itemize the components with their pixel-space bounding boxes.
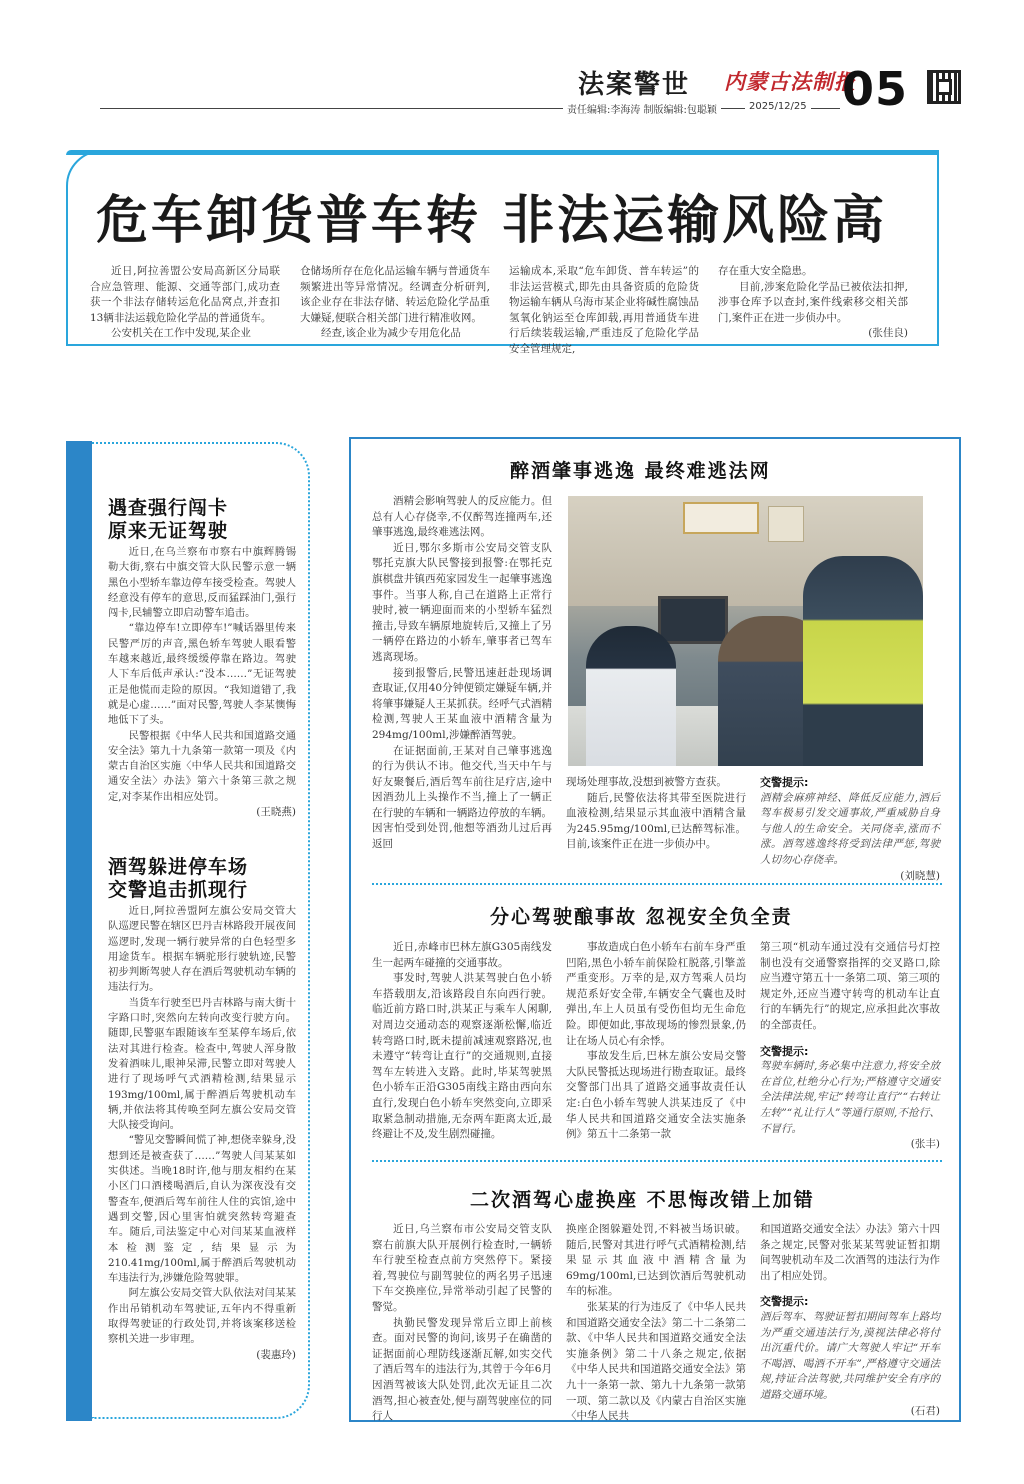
- paragraph: 事故造成白色小轿车右前车身严重凹陷,黑色小轿车前保险杠脱落,引擎盖严重变形。万幸的是,双方驾乘人员均规范系好安全带,车辆安全气囊也及时弹出,车上人员虽有受伤但均无生命危险。即便如此,事故现场的惨烈景象,仍让在场人员心有余悸。: [566, 941, 746, 1047]
- paragraph: 近日,赤峰市巴林左旗G305南线发生一起两车碰撞的交通事故。: [372, 941, 552, 969]
- paragraph: 事发时,驾驶人洪某驾驶白色小轿车搭载朋友,沿该路段自东向西行驶。临近前方路口时,洪某正与乘车人闲聊,对周边交通动态的观察逐渐松懈,临近转弯路口时,既未提前减速观察路况,也未遵守“转弯让直行”的交通规则,直接驾车左转进入支路。此时,毕某驾驶黑色小轿车正沿G305南线主路由西向东直行,发现白色小轿车突然变向,立即采取紧急制动措施,无奈两车距离太近,最终避让不及,发生剧烈碰撞。: [372, 972, 552, 1141]
- left-story-2-title: [108, 856, 248, 902]
- paragraph: 第三项“机动车通过没有交通信号灯控制也没有交通警察指挥的交叉路口,除应当遵守第五十一条第二项、第三项的规定外,还应当遵守转弯的机动车让直行的车辆先行”的规定,应承担此次事故的全部责任。: [760, 941, 940, 1031]
- paragraph: 随后,民警依法将其带至医院进行血液检测,结果显示其血液中酒精含量为245.95mg/100ml,已达醉驾标准。目前,该案件正在进一步侦办中。: [566, 791, 746, 851]
- paragraph: 运输成本,采取“危车卸货、普车转运”的非法运营模式,即先由具备资质的危险货物运输车辆从乌海市某企业将碱性腐蚀品氢氧化钠运至仓库卸载,再用普通货车进行后续装载运输,严重违反了危险化学品安全管理规定,: [509, 265, 699, 355]
- byline: (石君): [910, 1404, 940, 1417]
- right-story-1-tip: [760, 775, 940, 884]
- section-title: 法案警世: [578, 70, 691, 100]
- tip-body: 酒后驾车、驾驶证暂扣期间驾车上路均为严重交通违法行为,漠视法律必将付出沉重代价。请广大驾驶人牢记“开车不喝酒、喝酒不开车”,严格遵守交通法规,持证合法驾驶,共同维护安全有序的道路交通环境。: [760, 1310, 940, 1401]
- paragraph: “靠边停车!立即停车!”喊话器里传来民警严厉的声音,黑色轿车驾驶人眼看警车越来越近,最终缓缓停靠在路边。驾驶人下车后低声承认:“没本……”无证驾驶正是他慌而走险的原因。“我知道错了,我就是心虚……”面对民警,驾驶人李某懊悔地低下了头。: [108, 622, 296, 727]
- right-story-1-col-1: [372, 494, 552, 853]
- right-story-3-col-3: [760, 1222, 940, 1419]
- paragraph: 近日,阿拉善盟公安局高新区分局联合应急管理、能源、交通等部门,成功查获一个非法存储转运危化品窝点,并查扣13辆非法运载危险化学品的普通货车。: [90, 265, 280, 324]
- right-story-3-title: 二次酒驾心虚换座 不思悔改错上加错: [470, 1189, 815, 1211]
- top-story-col-2: [300, 264, 490, 342]
- left-column-accent-bar: [66, 441, 92, 1421]
- tip-body: 酒精会麻痹神经、降低反应能力,酒后驾车极易引发交通事故,严重威胁自身与他人的生命安全。关同侥幸,涨而不涨。酒驾逃逸终将受到法律严惩,驾驶人切勿心存侥幸。: [760, 791, 940, 866]
- right-story-3-col-2: [566, 1222, 746, 1425]
- paragraph: 公安机关在工作中发现,某企业: [111, 327, 251, 340]
- title-line: 遇查强行闯卡: [108, 497, 229, 519]
- left-story-2-body: [108, 904, 296, 1363]
- right-story-2-col-2: [566, 940, 746, 1143]
- left-story-1-title: [108, 497, 228, 543]
- tip-body: 驾驶车辆时,务必集中注意力,将安全放在首位,杜绝分心行为;严格遵守交通安全法律法规,牢记“转弯让直行”“右转让左转”“礼让行人”等通行原则,不抢行、不冒行。: [760, 1060, 940, 1135]
- title-line: 酒驾躲进停车场: [108, 856, 249, 878]
- tip-title: 交警提示:: [760, 1044, 809, 1058]
- paragraph: 阿左旗公安局交管大队依法对闫某某作出吊销机动车驾驶证,五年内不得重新取得驾驶证的行政处罚,并将该案移送检察机关进一步审理。: [108, 1287, 296, 1346]
- paragraph: 接到报警后,民警迅速赶赴现场调查取证,仅用40分钟便锁定嫌疑车辆,并将肇事嫌疑人王某抓获。经呼气式酒精检测,驾驶人王某血液中酒精含量为294mg/100ml,涉嫌醉酒驾驶。: [372, 666, 552, 741]
- paragraph: 换座企图躲避处罚,不料被当场识破。随后,民警对其进行呼气式酒精检测,结果显示其血液中酒精含量为69mg/100ml,已达到饮酒后驾驶机动车的标准。: [566, 1223, 746, 1298]
- paragraph: 在证据面前,王某对自己肇事逃逸的行为供认不讳。他交代,当天中午与好友聚餐后,酒后驾车前往足疗店,途中因酒劲儿上头操作不当,撞上了一辆正在行驶的车辆和一辆路边停放的车辆。因害怕受到处罚,他想等酒劲儿过后再返回: [372, 744, 552, 851]
- section-divider: [372, 1160, 942, 1162]
- paragraph: 执勤民警发现异常后立即上前核查。面对民警的询问,该男子在确凿的证据面前心理防线逐渐瓦解,如实交代了酒后驾车的违法行为,其曾于今年6月因酒驾被该大队处罚,此次无证且二次酒驾,担心被查处,便与副驾驶座位的同行人: [372, 1316, 552, 1423]
- paragraph: “警见交警瞬间慌了神,想侥幸躲身,没想到还是被查获了……”驾驶人闫某某如实供述。当晚18时许,他与朋友相约在某小区门口酒楼喝酒后,自认为深夜没有交警查车,便酒后驾车前往人住的宾馆,途中遇到交警,因心里害怕就突然转弯避查车。随后,司法鉴定中心对闫某某血液样本检测鉴定,结果显示为210.41mg/100ml,属于醉酒后驾驶机动车违法行为,涉嫌危险驾驶罪。: [108, 1134, 296, 1285]
- paragraph: 酒精会影响驾驶人的反应能力。但总有人心存侥幸,不仅醉驾连撞两车,还肇事逃逸,最终难逃法网。: [372, 495, 552, 539]
- right-story-1-col-2: [566, 775, 746, 853]
- tip-title: 交警提示:: [760, 776, 809, 789]
- newspaper-logo: 内蒙古法制报: [724, 69, 856, 94]
- paragraph: 近日,乌兰察布市公安局交管支队察右前旗大队开展例行检查时,一辆轿车行驶至检查点前方突然停下。紧接着,驾驶位与副驾驶位的两名男子迅速下车交换座位,异常举动引起了民警的警觉。: [372, 1223, 552, 1313]
- top-story-col-4: [718, 264, 908, 342]
- right-story-3-col-1: [372, 1222, 552, 1425]
- right-story-1-title: 醉酒肇事逃逸 最终难逃法网: [510, 460, 771, 482]
- photo-wall-sign: [768, 506, 804, 542]
- photo-monitor: [658, 596, 728, 644]
- byline: (刘晓慧): [900, 869, 940, 882]
- top-story-col-3: [509, 264, 699, 358]
- right-story-2-col-3: [760, 940, 940, 1153]
- news-photo: [568, 496, 923, 766]
- byline: (张佳良): [868, 327, 908, 340]
- paragraph: 存在重大安全隐患。: [718, 265, 813, 277]
- paragraph: 经查,该企业为减少专用危化品: [321, 327, 461, 340]
- top-story-accent-bar: [66, 150, 939, 155]
- page-number: 05: [842, 62, 909, 116]
- qr-code-icon[interactable]: [927, 70, 961, 104]
- paragraph: 现场处理事故,没想到被警方查获。: [566, 776, 727, 788]
- photo-police-officer: [803, 556, 923, 766]
- paragraph: 近日,阿拉善盟阿左旗公安局交管大队巡逻民警在辖区巴丹吉林路段开展夜间巡逻时,发现一辆行驶异常的白色轻型多用途货车。根据车辆驼形行驶轨迹,民警初步判断驾驶人存在酒后驾驶机动车辆的违法行为。: [108, 905, 296, 994]
- top-story-col-1: [90, 264, 280, 342]
- issue-date: 2025/12/25: [745, 101, 811, 112]
- byline: (张丰): [910, 1138, 940, 1151]
- editors-credit: 责任编辑:李海涛 制版编辑:包聪颖: [563, 101, 721, 116]
- paragraph: 仓储场所存在危化品运输车辆与普通货车频繁进出等异常情况。经调查分析研判,该企业存在非法存储、转运危险化学品重大嫌疑,便联合相关部门进行精准收网。: [300, 265, 490, 324]
- left-story-1-body: [108, 545, 296, 820]
- tip-title: 交警提示:: [760, 1295, 809, 1309]
- top-story-headline: 危车卸货普车转 非法运输风险高: [96, 190, 888, 251]
- paragraph: 目前,涉案危险化学品已被依法扣押,涉事仓库予以查封,案件线索移交相关部门,案件正在进一步侦办中。: [718, 280, 908, 324]
- byline: (裴惠玲): [256, 1348, 296, 1361]
- title-line: 交警追击抓现行: [108, 879, 249, 901]
- photo-nurse: [586, 626, 676, 766]
- header-rule: [100, 108, 840, 109]
- right-story-2-col-1: [372, 940, 552, 1143]
- title-line: 原来无证驾驶: [108, 520, 229, 542]
- photo-wall-sign: [683, 502, 759, 534]
- paragraph: 和国道路交通安全法〉办法》第六十四条之规定,民警对张某某驾驶证暂扣期间驾驶机动车及二次酒驾的违法行为作出了相应处罚。: [760, 1223, 940, 1282]
- paragraph: 近日,在乌兰察布市察右中旗辉腾锡勒大街,察右中旗交管大队民警示意一辆黑色小型轿车靠边停车接受检查。驾驶人经意没有停车的意思,反而猛踩油门,强行闯卡,民辅警立即启动警车追击。: [108, 546, 296, 620]
- section-divider: [372, 883, 942, 885]
- paragraph: 民警根据《中华人民共和国道路交通安全法》第九十九条第一款第一项及《内蒙古自治区实施〈中华人民共和国道路交通安全法〉办法》第六十条第三款之规定,对李某作出相应处罚。: [108, 729, 296, 803]
- paragraph: 当货车行驶至巴丹吉林路与南大街十字路口时,突然向左转向改变行驶方向。随即,民警驱车跟随该车至某停车场后,依法对其进行检查。检查中,驾驶人浑身散发着酒味儿,眼神呆滞,民警立即对驾驶人进行了现场呼气式酒精检测,结果显示193mg/100ml,属于醉酒后驾驶机动车辆,并依法将其传唤至阿左旗公安局交管大队接受询问。: [108, 996, 296, 1132]
- paragraph: 张某某的行为违反了《中华人民共和国道路交通安全法》第二十二条第二款、《中华人民共和国道路交通安全法实施条例》第二十八条之规定,依据《中华人民共和国道路交通安全法》第九十一条第一款、第九十九条第一款第一项、第二款以及《内蒙古自治区实施〈中华人民共: [566, 1300, 746, 1423]
- byline: (王晓燕): [256, 806, 296, 819]
- right-story-2-title: 分心驾驶酿事故 忽视安全负全责: [490, 906, 793, 928]
- paragraph: 近日,鄂尔多斯市公安局交管支队鄂托克旗大队民警接到报警:在鄂托克旗棋盘井镇西苑家园发生一起肇事逃逸事件。当事人称,自己在道路上正常行驶时,被一辆迎面而来的小型轿车猛烈撞击,导致车辆原地旋转后,又撞上了另一辆停在路边的小轿车,肇事者已驾车逃离现场。: [372, 541, 552, 663]
- paragraph: 事故发生后,巴林左旗公安局交警大队民警抵达现场进行勘查取证。最终交警部门出具了道路交通事故责任认定:白色小轿车驾驶人洪某违反了《中华人民共和国道路交通安全法实施条例》第五十二条第一款: [566, 1050, 746, 1141]
